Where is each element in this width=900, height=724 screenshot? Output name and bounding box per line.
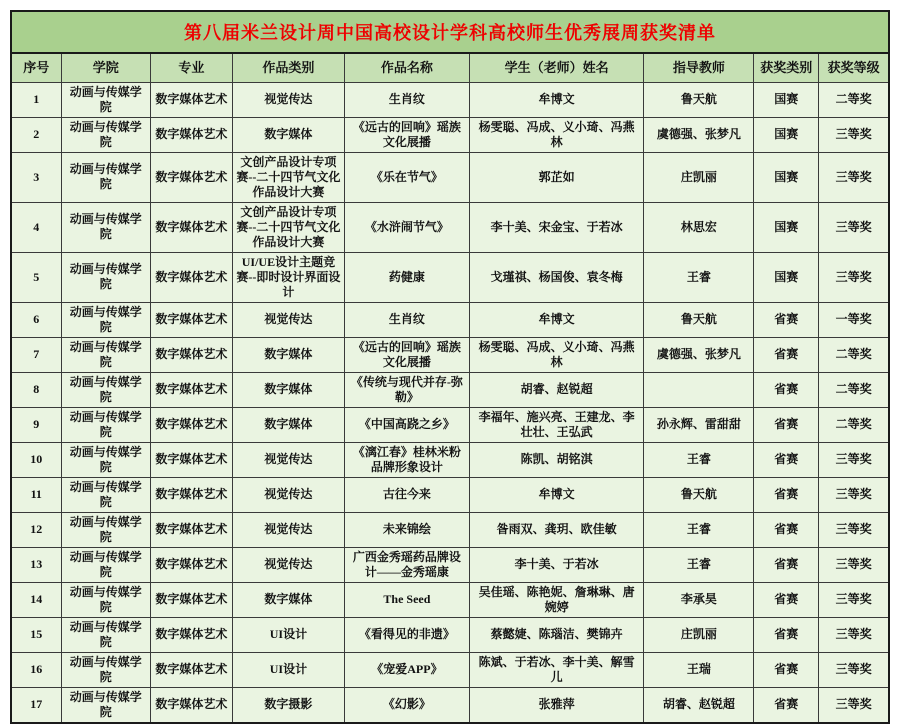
cell: 王睿 [644,547,754,582]
cell: 古往今来 [345,477,470,512]
cell: 生肖纹 [345,82,470,117]
cell: UI/UE设计主题竞赛--即时设计界面设计 [232,252,344,302]
cell: 动画与传媒学院 [61,252,151,302]
cell: 动画与传媒学院 [61,512,151,547]
cell: UI设计 [232,617,344,652]
cell: 三等奖 [819,252,889,302]
cell: 数字媒体艺术 [151,252,233,302]
cell: 动画与传媒学院 [61,477,151,512]
table-row [11,547,889,582]
cell: 动画与传媒学院 [61,117,151,152]
cell: 王瑞 [644,652,754,687]
cell: 张雅萍 [469,687,644,723]
cell: 李十美、于若冰 [469,547,644,582]
cell: 二等奖 [819,82,889,117]
cell: 鲁天航 [644,302,754,337]
cell: 视觉传达 [232,442,344,477]
cell: 数字媒体艺术 [151,117,233,152]
cell: 虞德强、张梦凡 [644,337,754,372]
cell: 林思宏 [644,202,754,252]
cell: 王睿 [644,252,754,302]
cell: 动画与传媒学院 [61,302,151,337]
cell: 三等奖 [819,117,889,152]
cell: 鲁天航 [644,477,754,512]
cell: 三等奖 [819,617,889,652]
cell: 数字媒体艺术 [151,407,233,442]
cell: 昝雨双、龚玥、欧佳敏 [469,512,644,547]
cell: 动画与传媒学院 [61,152,151,202]
cell: 牟博文 [469,477,644,512]
cell: 蔡懿婕、陈瑙洁、樊锦卉 [469,617,644,652]
cell: 庄凯丽 [644,152,754,202]
cell: 数字媒体 [232,407,344,442]
cell: 1 [11,82,61,117]
cell: 国赛 [754,82,819,117]
cell: 牟博文 [469,302,644,337]
cell: 数字媒体艺术 [151,302,233,337]
cell: 8 [11,372,61,407]
cell: 14 [11,582,61,617]
cell: 数字媒体艺术 [151,617,233,652]
cell: 数字媒体 [232,372,344,407]
cell: 数字媒体艺术 [151,152,233,202]
cell: 10 [11,442,61,477]
table-row [11,582,889,617]
cell: 省赛 [754,442,819,477]
column-header: 获奖等级 [819,53,889,82]
cell: 王睿 [644,442,754,477]
cell: 数字媒体艺术 [151,512,233,547]
cell: 鲁天航 [644,82,754,117]
cell: 三等奖 [819,652,889,687]
cell: 动画与传媒学院 [61,337,151,372]
cell: UI设计 [232,652,344,687]
table-row [11,617,889,652]
header-row [11,53,889,82]
cell: 文创产品设计专项赛--二十四节气文化作品设计大赛 [232,202,344,252]
column-header: 学生（老师）姓名 [469,53,644,82]
table-row [11,202,889,252]
table-row [11,337,889,372]
cell: 未来锦绘 [345,512,470,547]
cell: 数字媒体艺术 [151,477,233,512]
table-row [11,652,889,687]
cell: 省赛 [754,582,819,617]
cell: 陈斌、于若冰、李十美、解雪儿 [469,652,644,687]
table-row [11,407,889,442]
cell: 胡睿、赵锐超 [644,687,754,723]
cell: 15 [11,617,61,652]
cell: 牟博文 [469,82,644,117]
cell: 13 [11,547,61,582]
page-title: 第八届米兰设计周中国高校设计学科高校师生优秀展周获奖清单 [10,10,890,52]
column-header: 学院 [61,53,151,82]
cell: 数字媒体艺术 [151,687,233,723]
cell: 动画与传媒学院 [61,547,151,582]
cell: 省赛 [754,407,819,442]
cell: 李福年、施兴亮、王建龙、李壮壮、王弘武 [469,407,644,442]
cell: 数字媒体艺术 [151,202,233,252]
cell: 三等奖 [819,442,889,477]
cell: 动画与传媒学院 [61,82,151,117]
table-row [11,152,889,202]
table-row [11,372,889,407]
cell: 视觉传达 [232,512,344,547]
cell: 杨雯聪、冯成、义小琦、冯燕林 [469,337,644,372]
cell: 《传统与现代并存-弥勒》 [345,372,470,407]
cell: 三等奖 [819,512,889,547]
cell: 李十美、宋金宝、于若冰 [469,202,644,252]
cell: 生肖纹 [345,302,470,337]
cell: 9 [11,407,61,442]
cell: 《乐在节气》 [345,152,470,202]
cell: 动画与传媒学院 [61,407,151,442]
cell: 三等奖 [819,477,889,512]
table-row [11,442,889,477]
cell: 3 [11,152,61,202]
cell: 一等奖 [819,302,889,337]
table-row [11,477,889,512]
cell: 孙永辉、雷甜甜 [644,407,754,442]
cell: 12 [11,512,61,547]
column-header: 作品类别 [232,53,344,82]
cell: 动画与传媒学院 [61,582,151,617]
cell: 《远古的回响》瑶族文化展播 [345,117,470,152]
cell: 省赛 [754,477,819,512]
cell: 4 [11,202,61,252]
cell: 5 [11,252,61,302]
cell: 三等奖 [819,547,889,582]
cell: 动画与传媒学院 [61,202,151,252]
cell: 广西金秀瑶药品牌设计——金秀瑶康 [345,547,470,582]
cell: 虞德强、张梦凡 [644,117,754,152]
cell: 2 [11,117,61,152]
column-header: 专业 [151,53,233,82]
award-sheet [10,10,890,724]
cell: 省赛 [754,512,819,547]
cell: 杨雯聪、冯成、义小琦、冯燕林 [469,117,644,152]
cell: 动画与传媒学院 [61,687,151,723]
cell: The Seed [345,582,470,617]
cell: 国赛 [754,202,819,252]
table-row [11,82,889,117]
cell: 《水浒闹节气》 [345,202,470,252]
cell: 省赛 [754,302,819,337]
cell: 数字媒体艺术 [151,547,233,582]
award-table [10,10,890,724]
cell: 11 [11,477,61,512]
column-header: 获奖类别 [754,53,819,82]
cell: 数字媒体艺术 [151,442,233,477]
cell: 数字媒体艺术 [151,337,233,372]
cell: 王睿 [644,512,754,547]
cell: 三等奖 [819,152,889,202]
cell: 《漓江春》桂林米粉品牌形象设计 [345,442,470,477]
table-row [11,687,889,723]
cell: 二等奖 [819,407,889,442]
cell: 16 [11,652,61,687]
cell [644,372,754,407]
cell: 数字媒体 [232,582,344,617]
cell: 吴佳瑶、陈艳妮、詹琳琳、唐婉婷 [469,582,644,617]
table-row [11,252,889,302]
cell: 庄凯丽 [644,617,754,652]
cell: 二等奖 [819,372,889,407]
cell: 二等奖 [819,337,889,372]
cell: 数字摄影 [232,687,344,723]
cell: 视觉传达 [232,547,344,582]
cell: 《宠爱APP》 [345,652,470,687]
cell: 三等奖 [819,582,889,617]
cell: 三等奖 [819,687,889,723]
cell: 省赛 [754,687,819,723]
cell: 李承昊 [644,582,754,617]
cell: 动画与传媒学院 [61,372,151,407]
cell: 视觉传达 [232,302,344,337]
cell: 省赛 [754,652,819,687]
cell: 《远古的回响》瑶族文化展播 [345,337,470,372]
cell: 《中国高跷之乡》 [345,407,470,442]
cell: 省赛 [754,372,819,407]
cell: 17 [11,687,61,723]
cell: 数字媒体艺术 [151,582,233,617]
cell: 《看得见的非遗》 [345,617,470,652]
cell: 《幻影》 [345,687,470,723]
cell: 陈凯、胡铭淇 [469,442,644,477]
cell: 省赛 [754,547,819,582]
column-header: 指导教师 [644,53,754,82]
table-row [11,117,889,152]
cell: 药健康 [345,252,470,302]
cell: 数字媒体艺术 [151,82,233,117]
table-row [11,512,889,547]
cell: 郭芷如 [469,152,644,202]
cell: 省赛 [754,617,819,652]
column-header: 序号 [11,53,61,82]
cell: 国赛 [754,152,819,202]
column-header: 作品名称 [345,53,470,82]
cell: 三等奖 [819,202,889,252]
cell: 数字媒体 [232,337,344,372]
cell: 7 [11,337,61,372]
cell: 视觉传达 [232,477,344,512]
cell: 文创产品设计专项赛--二十四节气文化作品设计大赛 [232,152,344,202]
cell: 6 [11,302,61,337]
cell: 胡睿、赵锐超 [469,372,644,407]
table-row [11,302,889,337]
cell: 数字媒体艺术 [151,652,233,687]
cell: 动画与传媒学院 [61,652,151,687]
cell: 数字媒体 [232,117,344,152]
cell: 数字媒体艺术 [151,372,233,407]
cell: 省赛 [754,337,819,372]
cell: 视觉传达 [232,82,344,117]
cell: 动画与传媒学院 [61,442,151,477]
cell: 国赛 [754,117,819,152]
cell: 戈瑾祺、杨国俊、袁冬梅 [469,252,644,302]
cell: 国赛 [754,252,819,302]
cell: 动画与传媒学院 [61,617,151,652]
